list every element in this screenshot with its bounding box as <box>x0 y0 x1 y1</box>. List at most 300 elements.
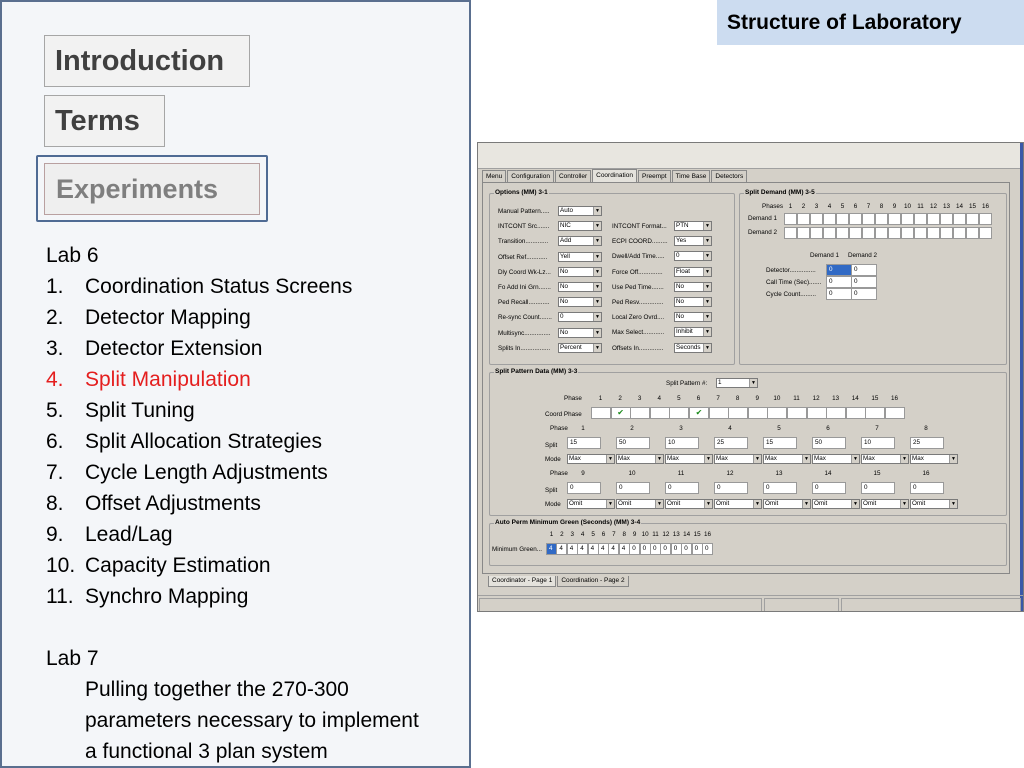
split-pattern-label: Split Pattern #: <box>666 380 708 387</box>
option-label: Fo Add Ini Grn....... <box>498 284 551 291</box>
dropdown-value: Max <box>716 455 728 462</box>
chevron-down-icon: ▼ <box>593 222 601 230</box>
split-value-input[interactable]: 0 <box>861 482 895 494</box>
dropdown-value: Max <box>667 455 679 462</box>
lab6-item-text: Split Manipulation <box>85 368 251 391</box>
page-tab[interactable]: Coordinator - Page 1 <box>488 576 556 587</box>
demand-row-label: Demand 2 <box>748 229 778 236</box>
demand-cell[interactable] <box>927 227 940 239</box>
coord-phase-label: Coord Phase <box>545 411 582 418</box>
app-tab[interactable]: Detectors <box>711 170 747 182</box>
lab6-heading: Lab 6 <box>46 244 99 267</box>
split-pattern-select[interactable] <box>716 378 758 388</box>
coord-phase-checkbox[interactable] <box>748 407 768 419</box>
option-label: Dwell/Add Time..... <box>612 253 665 261</box>
demand-cell[interactable] <box>797 227 810 239</box>
demand-cell[interactable] <box>784 213 797 225</box>
chevron-down-icon: ▼ <box>593 268 601 276</box>
coord-phase-checkbox[interactable] <box>885 407 905 419</box>
split-value-input[interactable]: 25 <box>910 437 944 449</box>
lab6-item-text: Capacity Estimation <box>85 554 271 577</box>
chevron-down-icon: ▼ <box>749 379 757 387</box>
coord-phase-checkbox[interactable] <box>728 407 748 419</box>
option-label: Use Ped Time....... <box>612 283 664 291</box>
phase-header: 11 <box>677 470 685 477</box>
phase-label: Phase <box>550 425 568 432</box>
mode-select[interactable] <box>714 454 762 464</box>
dropdown-value: No <box>560 267 569 275</box>
dropdown-value: Percent <box>560 343 582 351</box>
phase-header: 6 <box>826 425 830 432</box>
phase-header: 15 <box>968 203 976 210</box>
coord-phase-checkbox[interactable] <box>669 407 689 419</box>
dropdown-value: No <box>560 283 569 290</box>
terms-button[interactable]: Terms <box>44 95 165 147</box>
demand-sub-cell[interactable]: 0 <box>826 288 852 300</box>
option-select[interactable] <box>558 252 602 262</box>
split-value-input[interactable]: 10 <box>861 437 895 449</box>
dropdown-value: NIC <box>560 222 571 230</box>
phase-header: 14 <box>851 395 859 402</box>
demand-cell[interactable] <box>914 213 927 225</box>
mode-select[interactable] <box>567 499 615 509</box>
phase-label: Phase <box>550 470 568 477</box>
mode-select[interactable] <box>812 454 860 464</box>
page-tab[interactable]: Coordination - Page 2 <box>557 576 628 587</box>
dropdown-value: Omit <box>765 500 779 507</box>
chevron-down-icon: ▼ <box>593 283 601 291</box>
chevron-down-icon: ▼ <box>802 455 810 463</box>
app-tab[interactable]: Coordination <box>592 169 637 182</box>
lab6-item <box>46 550 466 581</box>
phase-header: 6 <box>696 395 701 402</box>
phase-header: 10 <box>903 203 911 210</box>
lab6-item-number: 1. <box>46 275 64 298</box>
option-select[interactable] <box>674 327 712 337</box>
coord-phase-checkbox[interactable] <box>630 407 650 419</box>
option-select[interactable] <box>558 312 602 322</box>
dropdown-value: PTN <box>676 222 689 229</box>
lab7-line: a functional 3 plan system <box>85 740 328 763</box>
coord-phase-checkbox[interactable] <box>865 407 885 419</box>
lab6-item <box>46 271 466 302</box>
phases-label: Phases <box>762 203 784 210</box>
min-green-input[interactable]: 0 <box>650 543 661 555</box>
status-pane-2 <box>764 598 839 612</box>
chevron-down-icon: ▼ <box>753 455 761 463</box>
lab6-item-number: 4. <box>46 368 64 391</box>
introduction-button[interactable]: Introduction <box>44 35 250 87</box>
chevron-down-icon: ▼ <box>593 298 601 306</box>
lab6-item-text: Synchro Mapping <box>85 585 249 608</box>
option-label: INTCONT Format... <box>612 223 667 230</box>
lab6-item-text: Lead/Lag <box>85 523 173 546</box>
lab6-items <box>46 271 466 612</box>
chevron-down-icon: ▼ <box>753 500 761 508</box>
lab6-item <box>46 364 466 395</box>
min-green-input[interactable]: 0 <box>681 543 692 555</box>
coord-phase-checkbox[interactable] <box>846 407 866 419</box>
phase-header: 1 <box>549 531 554 538</box>
dropdown-value: Max <box>765 455 777 462</box>
option-select[interactable] <box>558 297 602 307</box>
min-green-input[interactable]: 4 <box>598 543 609 555</box>
demand-cell[interactable] <box>940 227 953 239</box>
phase-header: 7 <box>875 425 879 432</box>
phase-header: 3 <box>679 425 683 432</box>
phase-header: 13 <box>942 203 950 210</box>
dropdown-value: Inhibit <box>676 328 693 336</box>
option-select[interactable] <box>674 267 712 277</box>
chevron-down-icon: ▼ <box>851 455 859 463</box>
lab6-item-number: 3. <box>46 337 64 360</box>
lab6-item-number: 6. <box>46 430 64 453</box>
option-select[interactable] <box>674 221 712 231</box>
phase-header: 3 <box>814 203 819 210</box>
chevron-down-icon: ▼ <box>703 268 711 276</box>
mode-select[interactable] <box>665 454 713 464</box>
coord-phase-checkbox[interactable] <box>709 407 729 419</box>
dropdown-value: Omit <box>716 500 730 507</box>
phase-header: 8 <box>879 203 884 210</box>
phase-header: 6 <box>853 203 858 210</box>
option-select[interactable] <box>558 328 602 338</box>
demand-sub-label: Cycle Count......... <box>766 291 817 298</box>
chevron-down-icon: ▼ <box>593 344 601 352</box>
option-label: Ped Recall............ <box>498 299 550 307</box>
chevron-down-icon: ▼ <box>703 283 711 291</box>
phase-header: 11 <box>917 203 924 210</box>
coord-phase-checkbox[interactable] <box>591 407 611 419</box>
status-bar <box>478 595 1024 612</box>
option-label: Local Zero Ovrd.... <box>612 314 665 322</box>
mode-select[interactable] <box>665 499 713 509</box>
phase-header: 14 <box>683 531 691 538</box>
phase-header: 9 <box>755 395 760 402</box>
lab6-item-number: 11. <box>46 585 74 608</box>
demand-cell[interactable] <box>784 227 797 239</box>
split-value-input[interactable]: 0 <box>616 482 650 494</box>
dropdown-value: Add <box>560 237 572 245</box>
phase-header: 2 <box>618 395 622 402</box>
min-green-input[interactable]: 0 <box>640 543 651 555</box>
lab6-item-text: Detector Mapping <box>85 306 251 329</box>
option-label: Re-sync Count....... <box>498 314 552 322</box>
app-tab[interactable]: Controller <box>555 170 591 182</box>
chevron-down-icon: ▼ <box>900 500 908 508</box>
checkmark-icon: ✔ <box>617 408 624 417</box>
coord-phase-checkbox[interactable] <box>826 407 846 419</box>
option-label: Max Select............ <box>612 329 665 337</box>
demand-cell[interactable] <box>953 227 966 239</box>
phase-header: 12 <box>812 395 820 402</box>
mode-select[interactable] <box>861 499 909 509</box>
dropdown-value: Yell <box>560 252 570 260</box>
demand-cell[interactable] <box>797 213 810 225</box>
demand-sub-label: Detector............... <box>766 267 816 274</box>
phase-header: 9 <box>892 203 897 210</box>
phase-label: Phase <box>564 395 582 402</box>
phase-header: 15 <box>871 395 879 402</box>
chevron-down-icon: ▼ <box>593 253 601 261</box>
phase-header: 4 <box>728 425 732 432</box>
dropdown-value: Omit <box>667 500 681 507</box>
chevron-down-icon: ▼ <box>900 455 908 463</box>
dropdown-value: 0 <box>676 252 680 260</box>
demand-sub-cell[interactable]: 0 <box>826 276 852 288</box>
phase-header: 13 <box>672 531 680 538</box>
demand-cell[interactable] <box>810 227 823 239</box>
chevron-down-icon: ▼ <box>593 207 601 215</box>
chevron-down-icon: ▼ <box>593 237 601 245</box>
options-group <box>489 189 735 365</box>
split-value-input[interactable]: 0 <box>763 482 797 494</box>
demand-sub-header: Demand 2 <box>848 252 878 259</box>
minimum-green-label: Minimum Green... <box>492 546 543 553</box>
mode-label: Mode <box>545 501 561 508</box>
dropdown-value: Max <box>863 455 875 462</box>
min-green-input[interactable]: 4 <box>588 543 599 555</box>
split-value-input[interactable]: 10 <box>665 437 699 449</box>
min-green-input[interactable]: 0 <box>671 543 682 555</box>
demand-sub-cell[interactable]: 0 <box>826 264 852 276</box>
dropdown-value: Omit <box>618 500 632 507</box>
app-tab[interactable]: Configuration <box>507 170 554 182</box>
split-value-input[interactable]: 0 <box>812 482 846 494</box>
mode-select[interactable] <box>567 454 615 464</box>
dropdown-value: 1 <box>718 379 722 386</box>
option-label: Manual Pattern..... <box>498 208 550 215</box>
min-green-input[interactable]: 0 <box>629 543 640 555</box>
demand-cell[interactable] <box>927 213 940 225</box>
demand-cell[interactable] <box>849 213 862 225</box>
demand-cell[interactable] <box>979 213 992 225</box>
min-green-input[interactable]: 4 <box>619 543 630 555</box>
lab6-item <box>46 426 466 457</box>
option-select[interactable] <box>674 282 712 292</box>
dropdown-value: Seconds <box>676 343 701 351</box>
phase-header: 2 <box>801 203 806 210</box>
software-screenshot <box>477 142 1024 612</box>
lab-list <box>46 240 466 767</box>
mode-select[interactable] <box>714 499 762 509</box>
lab7-line: parameters necessary to implement <box>85 709 419 732</box>
chevron-down-icon: ▼ <box>606 455 614 463</box>
split-label: Split <box>545 442 558 449</box>
demand-cell[interactable] <box>940 213 953 225</box>
mode-select[interactable] <box>763 454 811 464</box>
lab6-item-text: Split Allocation Strategies <box>85 430 322 453</box>
option-label: Offset Ref............ <box>498 253 548 261</box>
lab7-line: Pulling together the 270-300 <box>85 678 349 701</box>
demand-cell[interactable] <box>875 227 888 239</box>
dropdown-value: Omit <box>912 500 926 507</box>
phase-header: 1 <box>598 395 603 402</box>
split-value-input[interactable]: 15 <box>763 437 797 449</box>
split-value-input[interactable]: 50 <box>616 437 650 449</box>
dropdown-value: Float <box>676 267 690 275</box>
lab6-item-text: Cycle Length Adjustments <box>85 461 328 484</box>
phase-header: 12 <box>726 470 734 477</box>
option-label: Splits In................. <box>498 344 551 352</box>
lab6-item <box>46 457 466 488</box>
app-tab[interactable]: Preempt <box>638 170 671 182</box>
demand-sub-cell[interactable]: 0 <box>851 264 877 276</box>
experiments-selected-frame <box>36 155 268 222</box>
coord-phase-checkbox[interactable] <box>650 407 670 419</box>
split-value-input[interactable]: 0 <box>567 482 601 494</box>
chevron-down-icon: ▼ <box>703 222 711 230</box>
option-select[interactable] <box>558 282 602 292</box>
chevron-down-icon: ▼ <box>704 500 712 508</box>
phase-header: 2 <box>630 425 634 432</box>
phase-header: 8 <box>924 425 928 432</box>
option-label: Ped Resv.............. <box>612 299 664 306</box>
split-value-input[interactable]: 0 <box>665 482 699 494</box>
chevron-down-icon: ▼ <box>802 500 810 508</box>
coord-phase-checkbox[interactable] <box>767 407 787 419</box>
demand-cell[interactable] <box>979 227 992 239</box>
demand-cell[interactable] <box>888 213 901 225</box>
lab6-item-number: 2. <box>46 306 64 329</box>
demand-cell[interactable] <box>966 227 979 239</box>
min-green-input[interactable]: 4 <box>556 543 567 555</box>
phase-header: 13 <box>832 395 840 402</box>
phase-header: 12 <box>662 531 670 538</box>
split-value-input[interactable]: 15 <box>567 437 601 449</box>
phase-header: 4 <box>580 531 585 538</box>
demand-sub-cell[interactable]: 0 <box>851 276 877 288</box>
auto-perm-title: Auto Perm Minimum Green (Seconds) (MM) 3-4 <box>495 519 641 526</box>
option-select[interactable] <box>674 297 712 307</box>
coord-phase-checkbox[interactable] <box>787 407 807 419</box>
demand-sub-label: Call Time (Sec)....... <box>766 279 822 286</box>
window-toolbar <box>478 143 1024 169</box>
dropdown-value: Max <box>912 455 924 462</box>
demand-cell[interactable] <box>888 227 901 239</box>
demand-cell[interactable] <box>823 213 836 225</box>
coord-phase-checkbox[interactable] <box>611 407 631 419</box>
dropdown-value: Auto <box>560 207 573 214</box>
demand-cell[interactable] <box>849 227 862 239</box>
phase-header: 7 <box>612 531 616 538</box>
option-select[interactable] <box>674 236 712 246</box>
mode-select[interactable] <box>763 499 811 509</box>
lab6-item <box>46 395 466 426</box>
demand-cell[interactable] <box>953 213 966 225</box>
phase-header: 9 <box>581 470 585 477</box>
dropdown-value: Max <box>618 455 630 462</box>
dropdown-value: Omit <box>814 500 828 507</box>
phase-header: 15 <box>873 470 881 477</box>
demand-cell[interactable] <box>836 213 849 225</box>
split-value-input[interactable]: 50 <box>812 437 846 449</box>
demand-cell[interactable] <box>914 227 927 239</box>
min-green-input[interactable]: 0 <box>692 543 703 555</box>
phase-header: 5 <box>777 425 781 432</box>
split-value-input[interactable]: 25 <box>714 437 748 449</box>
demand-cell[interactable] <box>810 213 823 225</box>
app-tab[interactable]: Menu <box>482 170 506 182</box>
phase-header: 15 <box>693 531 701 538</box>
demand-cell[interactable] <box>862 213 875 225</box>
min-green-input[interactable]: 0 <box>702 543 713 555</box>
app-tab[interactable]: Time Base <box>672 170 711 182</box>
phase-header: 5 <box>840 203 845 210</box>
mode-select[interactable] <box>616 499 664 509</box>
lab6-item-number: 5. <box>46 399 64 422</box>
mode-select[interactable] <box>861 454 909 464</box>
demand-cell[interactable] <box>966 213 979 225</box>
split-demand-group <box>739 189 1007 365</box>
option-select[interactable] <box>674 251 712 261</box>
min-green-input[interactable]: 4 <box>546 543 557 555</box>
mode-select[interactable] <box>616 454 664 464</box>
dropdown-value: Max <box>814 455 826 462</box>
split-value-input[interactable]: 0 <box>910 482 944 494</box>
window-edge <box>1020 143 1023 612</box>
chevron-down-icon: ▼ <box>949 500 957 508</box>
demand-cell[interactable] <box>823 227 836 239</box>
experiments-button[interactable]: Experiments <box>44 163 260 215</box>
split-pattern-group <box>489 368 1007 516</box>
mode-label: Mode <box>545 456 561 463</box>
option-label: Offsets In.............. <box>612 344 664 352</box>
mode-select[interactable] <box>910 454 958 464</box>
lab6-item <box>46 333 466 364</box>
slide-title: Structure of Laboratory <box>717 0 1024 45</box>
phase-header: 8 <box>735 395 740 402</box>
lab6-item-number: 9. <box>46 523 64 546</box>
coord-phase-checkbox[interactable] <box>807 407 827 419</box>
demand-row-label: Demand 1 <box>748 215 778 222</box>
chevron-down-icon: ▼ <box>703 313 711 321</box>
split-label: Split <box>545 487 558 494</box>
dropdown-value: No <box>560 328 569 336</box>
dropdown-value: 0 <box>560 313 564 321</box>
phase-header: 14 <box>824 470 832 477</box>
lab6-item <box>46 302 466 333</box>
option-select[interactable] <box>674 343 712 353</box>
lab6-item-number: 10. <box>46 554 76 577</box>
chevron-down-icon: ▼ <box>593 313 601 321</box>
option-select[interactable] <box>558 236 602 246</box>
option-label: Multisync............... <box>498 329 551 337</box>
min-green-input[interactable]: 4 <box>608 543 619 555</box>
split-value-input[interactable]: 0 <box>714 482 748 494</box>
lab6-item <box>46 488 466 519</box>
min-green-input[interactable]: 4 <box>577 543 588 555</box>
demand-cell[interactable] <box>875 213 888 225</box>
dropdown-value: Max <box>569 455 581 462</box>
mode-select[interactable] <box>910 499 958 509</box>
mode-select[interactable] <box>812 499 860 509</box>
min-green-input[interactable]: 4 <box>567 543 578 555</box>
chevron-down-icon: ▼ <box>703 298 711 306</box>
demand-sub-cell[interactable]: 0 <box>851 288 877 300</box>
option-select[interactable] <box>674 312 712 322</box>
option-select[interactable] <box>558 206 602 216</box>
demand-cell[interactable] <box>901 213 914 225</box>
demand-cell[interactable] <box>862 227 875 239</box>
demand-cell[interactable] <box>836 227 849 239</box>
coord-phase-checkbox[interactable] <box>689 407 709 419</box>
option-select[interactable] <box>558 343 602 353</box>
option-select[interactable] <box>558 267 602 277</box>
option-select[interactable] <box>558 221 602 231</box>
demand-cell[interactable] <box>901 227 914 239</box>
min-green-input[interactable]: 0 <box>660 543 671 555</box>
